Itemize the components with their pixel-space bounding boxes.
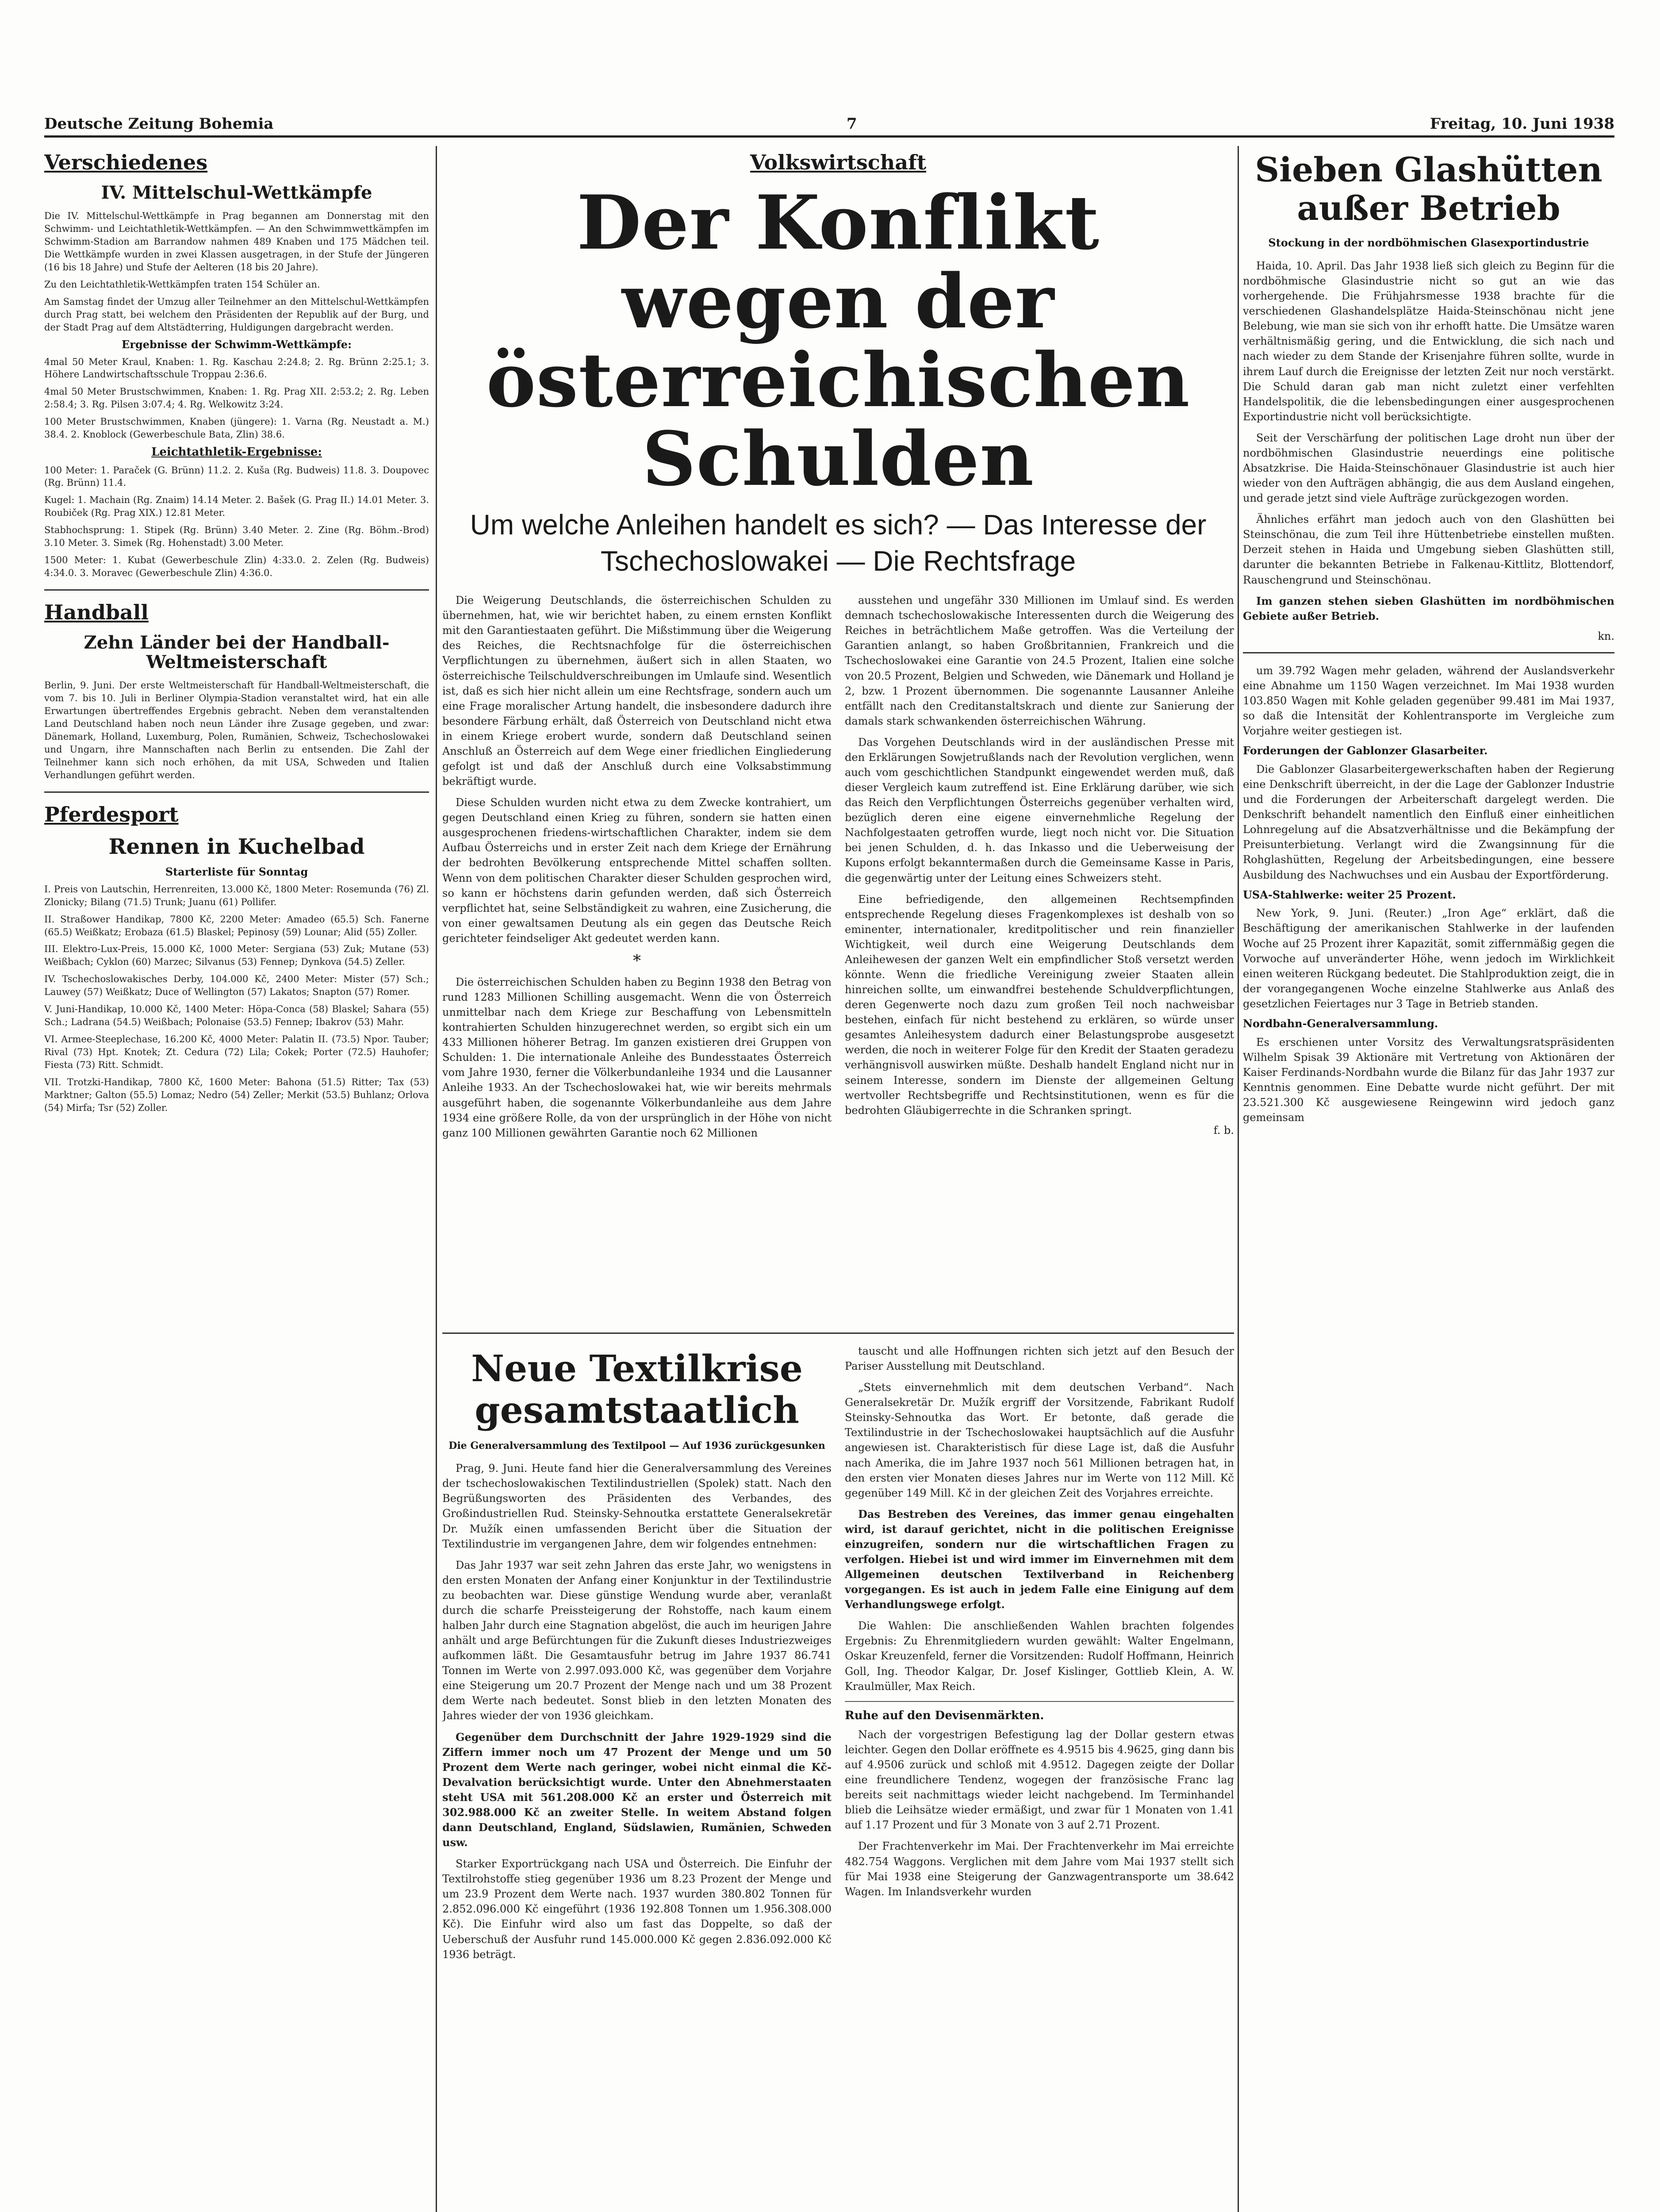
article-paragraph: Das Vorgehen Deutschlands wird in der ausländischen Presse mit den Erklärungen Sowjetrußlands nach der Revolution verglichen, wenn auch vom geschichtlichen Standpunkt eingewendet werden muß, daß dieser Vergleich kaum zutreffend ist. Eine Erklärung darüber, wie sich das Reich den Verpflichtungen Österreichs gegenüber verhalten wird, bezüglich deren eine eigene einvernehmliche Regelung der Nachfolgestaaten getroffen wurde, liegt noch nicht vor. Die Situation bei jenen Schulden, d. h. das Inkasso und die Ueberweisung der Kupons erfolgt bekanntermaßen durch die Gemeinsame Kasse in Paris, die gegenwärtig unter der Leitung eines Schweizers steht. (845, 736, 1234, 884)
article-paragraph: Die Weigerung Deutschlands, die österreichischen Schulden zu übernehmen, hat, wie wir berichtet haben, zu einem ernsten Konflikt mit den Garantiestaaten geführt. Die Mißstimmung über die Weigerung des Reiches, die Rechtsnachfolge für die österreichischen Verpflichtungen zu übernehmen, äußert sich in allen Staaten, wo österreichische Teilschuldverschreibungen im Umlaufe sind. Wesentlich ist, daß es sich hier nicht allein um eine Rechtsfrage, sondern auch um eine Frage moralischer Artung handelt, die insbesondere dadurch ihre besondere Färbung erhält, daß Österreich von Deutschland nicht etwa in einem Kriege erobert wurde, sondern daß Deutschland seinen Anschluß an Österreich auf dem Wege einer friedlichen Eingliederung gefolgt ist und daß der Anschluß durch eine Volksabstimmung bekräftigt wurde. (442, 594, 832, 788)
article-paragraph: Die Wahlen: Die anschließenden Wahlen brachten folgendes Ergebnis: Zu Ehrenmitgliedern wurden gewählt: Walter Engelmann, Oskar Kreuzenfeld, ferner die Vorsitzenden: Rudolf Hoffmann, Heinrich Goll, Ing. Theodor Kalgar, Dr. Josef Kislinger, Gottlieb Klein, A. W. Kraulmüller, Max Reich. (845, 1620, 1234, 1693)
column-rule-right (1238, 146, 1239, 2212)
section-divider (1243, 652, 1614, 653)
result-entry: 4mal 50 Meter Kraul, Knaben: 1. Rg. Kaschau 2:24.8; 2. Rg. Brünn 2:25.1; 3. Höhere Landwirtschaftsschule Troppau 2:36.6. (44, 356, 429, 380)
results-heading: Leichtathletik-Ergebnisse: (151, 445, 322, 459)
article-headline: IV. Mittelschul-Wettkämpfe (101, 182, 372, 203)
race-entry: VI. Armee-Steeplechase, 16.200 Kč, 4000 Meter: Palatin II. (73.5) Npor. Tauber; Rival (73) Hpt. Knotek; Zt. Cedura (72) Lila; Cokek; Porter (72.5) Hauhofer; Fiesta (73) Ritt. Schmidt. (44, 1034, 429, 1071)
article-paragraph: Im ganzen stehen sieben Glashütten im nordböhmischen Gebiete außer Betrieb. (1243, 594, 1614, 622)
race-entry: IV. Tschechoslowakisches Derby, 104.000 Kč, 2400 Meter: Mister (57) Sch.; Lauwey (57) Weißkatz; Duce of Wellington (57) Lakatos; Snapton (57) Romer. (44, 974, 429, 998)
result-entry: Kugel: 1. Machain (Rg. Znaim) 14.14 Meter. 2. Bašek (G. Prag II.) 14.01 Meter. 3. Roubiček (Rg. Prag XIX.) 12.81 Meter. (44, 495, 429, 518)
column-rule-left (436, 146, 437, 2212)
textile-article (442, 1344, 832, 1968)
article-headline: Ruhe auf den Devisenmärkten. (845, 1709, 1044, 1722)
article-paragraph: Prag, 9. Juni. Heute fand hier die Generalversammlung des Vereines der tschechoslowakischen Textilindustriellen (Spolek) statt. Nach den Begrüßungsworten des Präsidenten des Verbandes, des Großindustriellen Rud. Steinsky-Sehnoutka erstattete Generalsekretär Dr. Mužík einen umfassenden Bericht über die Situation der Textilindustrie im vergangenen Jahre, dem wir folgendes entnehmen: (442, 1462, 832, 1550)
article-paragraph: Es erschienen unter Vorsitz des Verwaltungsratspräsidenten Wilhelm Spisak 39 Aktionäre mit Vertretung von Aktionären der Kaiser Ferdinands-Nordbahn wurde die Bilanz für das Jahr 1937 zur Kenntnis genommen. Eine Debatte wurde nicht geführt. Der mit 23.521.300 Kč ausgewiesene Reingewinn wird jedoch ganz gemeinsam (1243, 1036, 1614, 1124)
article-paragraph: Diese Schulden wurden nicht etwa zu dem Zwecke kontrahiert, um gegen Deutschland einen Krieg zu führen, sondern sie hatten einen ausgesprochenen friedens-wirtschaftlichen Charakter, indem sie dem Aufbau Österreichs und in erster Zeit nach dem Kriege der Ernährung der bedrohten Bevölkerung entsprechende Mittel schaffen sollten. Wenn von dem politischen Charakter dieser Schulden gesprochen wird, so kann er höchstens darin gefunden werden, daß sich Österreich verpflichtet hat, seine Selbständigkeit zu wahren, eine Zusicherung, die von einer gewaltsamen Deutung als ein gegen das Deutsche Reich gerichteter feindseliger Akt gedeutet werden kann. (442, 796, 832, 945)
lead-article-body (442, 593, 1234, 1147)
article-paragraph: Eine befriedigende, den allgemeinen Rechtsempfinden entsprechende Regelung dieses Fragenkomplexes ist deshalb von so eminenter, internationaler, kreditpolitischer und rein finanzieller Wichtigkeit, weil durch eine Weigerung Deutschlands dem Anleihewesen der ganzen Welt ein empfindlicher Stoß versetzt werden könnte. Wenn die friedliche Vereinigung zweier Staaten allein hinreichen sollte, um einwandfrei bestehende Schuldverpflichtungen, deren Gegenwerte noch dazu zum großen Teil noch nachweisbar bestehen, einfach für nicht bestehend zu erklären, so würde unser gesamtes Anleihesystem dadurch einer Belastungsprobe ausgesetzt werden, die noch in weiterer Folge für den Kredit der Staaten geradezu verhängnisvoll auswirken müßte. Deshalb handelt England nicht nur in seinem Interesse, sondern im Dienste der allgemeinen Geltung wertvoller Rechtsbegriffe und Rechtsinstitutionen, wenn es für die bedrohten Gläubigerrechte in die Schranken springt. (845, 893, 1234, 1117)
page-number: 7 (846, 115, 857, 133)
article-kicker: Die Generalversammlung des Textilpool — Auf 1936 zurückgesunken (449, 1440, 825, 1452)
section-heading: Handball (44, 600, 149, 625)
article-paragraph: Das Jahr 1937 war seit zehn Jahren das erste Jahr, wo wenigstens in den ersten Monaten der Anfang einer Konjunktur in der Textilindustrie zu beobachten war. Diese günstige Wendung wurde aber, veranlaßt durch die scharfe Preissteigerung der Rohstoffe, nach kaum einem halben Jahr durch eine Stagnation abgelöst, die auch im heurigen Jahre anhält und arge Befürchtungen für die Zukunft dieses Industriezweiges aufkommen läßt. Die Gesamtausfuhr betrug im Jahre 1937 86.741 Tonnen im Werte von 2.997.093.000 Kč, was gegenüber dem Vorjahre eine Steigerung um 20.7 Prozent der Menge nach und um 38 Prozent dem Werte nach bedeutet. Sonst blieb in den letzten Monaten des Jahres wieder der von 1936 gleichkam. (442, 1559, 832, 1722)
section-divider (44, 791, 429, 793)
paragraph-separator: * (633, 952, 641, 970)
article-paragraph: tauscht und alle Hoffnungen richten sich jetzt auf den Besuch der Pariser Ausstellung mit Deutschland. (845, 1345, 1234, 1373)
article-headline: Rennen in Kuchelbad (108, 834, 365, 860)
article-headline: USA-Stahlwerke: weiter 25 Prozent. (1243, 888, 1456, 901)
result-entry: 1500 Meter: 1. Kubat (Gewerbeschule Zlin) 4:33.0. 2. Zelen (Rg. Budweis) 4:34.0. 3. Moravec (Gewerbeschule Zlin) 4:36.0. (44, 555, 429, 579)
article-paragraph: Berlin, 9. Juni. Der erste Weltmeisterschaft für Handball-Weltmeisterschaft, die vom 7. bis 10. Juli in Berliner Olympia-Stadion veranstaltet wird, hat ein alle Erwartungen übertreffendes Ergebnis gebracht. Neben dem veranstaltenden Land Deutschland haben noch neun Länder ihre Zusage gegeben, und zwar: Dänemark, Holland, Luxemburg, Polen, Rumänien, Schweiz, Tschechoslowakei und Ungarn, ihre Mannschaften nach Berlin zu entsenden. Die Zahl der Teilnehmer kann sich noch erhöhen, da mit USA, Schweden und Italien Verhandlungen geführt werden. (44, 680, 429, 781)
article-paragraph: Haida, 10. April. Das Jahr 1938 ließ sich gleich zu Beginn für die nordböhmische Glasindustrie nicht so gut an wie das vorhergehende. Die Frühjahrsmesse 1938 brachte für die verschiedenen Glashandelsplätze Haida-Steinschönau nicht jene Belebung, wie man sie sich von ihr erhofft hatte. Die Umsätze waren verhältnismäßig gering, und die Entwicklung, die sich nach und nach wieder zu dem Stande der Krisenjahre führen sollte, wurde in ihrem Lauf durch die Ereignisse der letzten Zeit nur noch verstärkt. Die Schuld daran gab man nicht zuletzt einer verfehlten Handelspolitik, die die lebensbedingungen einer ausgesprochenen Exportindustrie nicht voll berücksichtigte. (1243, 259, 1614, 423)
section-divider (845, 1701, 1234, 1702)
article-headline: Sieben Glashütten außer Betrieb (1255, 150, 1602, 228)
middle-column (442, 146, 1234, 2212)
section-divider (44, 589, 429, 591)
article-kicker: Stockung in der nordböhmischen Glasexportindustrie (1268, 236, 1589, 249)
article-paragraph: Am Samstag findet der Umzug aller Teilnehmer an den Mittelschul-Wettkämpfen durch Prag statt, bei welchem den Präsidenten der Republik auf der Burg, und der Stadt Prag auf dem Altstädterring, Huldigungen dargebracht werden. (44, 296, 429, 333)
right-column (1243, 146, 1614, 2212)
section-heading: Verschiedenes (44, 150, 208, 174)
article-paragraph: Der Frachtenverkehr im Mai. Der Frachtenverkehr im Mai erreichte 482.754 Waggons. Verglichen mit dem Jahre vom Mai 1937 stellt sich für Mai 1938 eine Steigerung der Ganzwagentransporte um 38.642 Wagen. Im Inlandsverkehr wurden (845, 1840, 1234, 1898)
article-headline: Neue Textilkrise gesamtstaatlich (471, 1348, 803, 1432)
section-heading: Pferdesport (44, 803, 179, 827)
article-paragraph: Seit der Verschärfung der politischen Lage droht nun über der nordböhmischen Glasindustrie neuerdings eine politische Absatzkrise. Die Haida-Steinschönauer Glasindustrie ist auch hier wieder von den Aufträgen abhängig, die aus dem Ausland eingehen, und gerade jetzt sind viele Aufträge zurückgezogen worden. (1243, 431, 1614, 505)
result-entry: 4mal 50 Meter Brustschwimmen, Knaben: 1. Rg. Prag XII. 2:53.2; 2. Rg. Leben 2:58.4; 3. Rg. Pilsen 3:07.4; 4. Rg. Welkowitz 3:24. (44, 386, 429, 410)
result-entry: Stabhochsprung: 1. Stipek (Rg. Brünn) 3.40 Meter. 2. Zine (Rg. Böhm.-Brod) 3.10 Meter. 3. Simek (Rg. Hohenstadt) 3.00 Meter. (44, 525, 429, 549)
race-entry: I. Preis von Lautschin, Herrenreiten, 13.000 Kč, 1800 Meter: Rosemunda (76) Zl. Zlonicky; Bilang (71.5) Trunk; Juanu (61) Pollifer. (44, 883, 429, 907)
section-heading: Volkswirtschaft (750, 150, 927, 174)
article-headline: Zehn Länder bei der Handball-Weltmeisterschaft (84, 632, 390, 673)
result-entry: 100 Meter Brustschwimmen, Knaben (jüngere): 1. Varna (Rg. Neustadt a. M.) 38.4. 2. Knoblock (Gewerbeschule Bata, Zlin) 38.6. (44, 416, 429, 440)
article-headline: Nordbahn-Generalversammlung. (1243, 1017, 1438, 1030)
race-entry: V. Juni-Handikap, 10.000 Kč, 1400 Meter: Höpa-Conca (58) Blaskel; Sahara (55) Sch.; Ladrana (54.5) Weißbach; Polonaise (53.5) Fennep; Ibakrov (53) Mahr. (44, 1004, 429, 1028)
article-paragraph: Das Bestreben des Vereines, das immer genau eingehalten wird, ist darauf gerichtet, nicht in die politischen Ereignisse einzugreifen, sondern nur die wirtschaftlichen Fragen zu verfolgen. Hiebei ist und wird immer im Einvernehmen mit dem Allgemeinen deutschen Textilverband in Reichenberg vorgegangen. Es ist auch in jedem Falle eine Einigung auf dem Verhandlungswege erfolgt. (845, 1507, 1234, 1611)
article-paragraph: „Stets einvernehmlich mit dem deutschen Verband“. Nach Generalsekretär Dr. Mužík ergriff der Vorsitzende, Fabrikant Rudolf Steinsky-Sehnoutka das Wort. Er betonte, daß gerade die Textilindustrie in der Tschechoslowakei hauptsächlich auf die Ausfuhr angewiesen ist. Charakteristisch für diese Lage ist, daß die Ausfuhr nach Amerika, die im Jahre 1937 noch 561 Millionen betragen hat, in den ersten vier Monaten dieses Jahres nur im Werte von 112 Mill. Kč gegenüber 149 Mill. Kč in der gleichen Zeit des Vorjahres erreichte. (845, 1381, 1234, 1499)
masthead (44, 106, 1614, 138)
article-paragraph: Ähnliches erfährt man jedoch auch von den Glashütten bei Steinschönau, die zum Teil ihre Hüttenbetriebe einstellen mußten. Derzeit stehen in Haida und Umgebung sieben Glashütten still, darunter die bekannten Betriebe in Falkenau-Kittlitz, Blottendorf, Rauschengrund und Steinschönau. (1243, 513, 1614, 586)
lead-article-col-1 (442, 593, 832, 1147)
headline-deck: Um welche Anleihen handelt es sich? — Das Interesse der Tschechoslowakei — Die Rechtsfrage (470, 509, 1207, 577)
section-divider (442, 1333, 1234, 1334)
article-signature: kn. (1598, 630, 1614, 642)
left-column (44, 146, 429, 2212)
race-entry: VII. Trotzki-Handikap, 7800 Kč, 1600 Meter: Bahona (51.5) Ritter; Tax (53) Marktner; Galton (55.5) Lomaz; Nedro (54) Zeller; Merkit (53.5) Buhlanz; Orlova (54) Mirfa; Tsr (52) Zoller. (44, 1077, 429, 1114)
results-heading: Ergebnisse der Schwimm-Wettkämpfe: (122, 338, 352, 351)
article-paragraph: um 39.792 Wagen mehr geladen, während der Auslandsverkehr eine Abnahme um 1150 Wagen verzeichnet. Im Mai 1938 wurden 103.850 Wagen mit Kohle geladen gegenüber 99.481 im Mai 1937, so daß die Intensität der Kohlentransporte im Vergleiche zum Vorjahre weiter gestiegen ist. (1243, 664, 1614, 737)
article-paragraph: Zu den Leichtathletik-Wettkämpfen traten 154 Schüler an. (44, 279, 320, 290)
result-entry: 100 Meter: 1. Paraček (G. Brünn) 11.2. 2. Kuša (Rg. Budweis) 11.8. 3. Doupovec (Rg. Brünn) 11.4. (44, 465, 429, 488)
textile-article-continued (845, 1344, 1234, 1968)
race-entry: III. Elektro-Lux-Preis, 15.000 Kč, 1000 Meter: Sergiana (53) Zuk; Mutane (53) Weißbach; Cyklon (60) Marzec; Silvanus (53) Fennep; Dynkova (54.5) Zeller. (44, 944, 429, 968)
article-signature: f. b. (1213, 1124, 1234, 1137)
article-paragraph: Starker Exportrückgang nach USA und Österreich. Die Einfuhr der Textilrohstoffe stieg gegenüber 1936 um 8.23 Prozent der Menge und um 23.9 Prozent dem Werte nach. 1937 wurden 380.802 Tonnen für 2.852.096.000 Kč eingeführt (1936 192.808 Tonnen um 1.956.308.000 Kč). Die Einfuhr wird also um fast das Doppelte, so daß der Ueberschuß der Ausfuhr rund 145.000.000 Kč gegen 2.836.092.000 Kč 1936 beträgt. (442, 1858, 832, 1961)
article-paragraph: Die Gablonzer Glasarbeitergewerkschaften haben der Regierung eine Denkschrift überreicht, in der die Lage der Gablonzer Industrie und die Forderungen der Arbeiterschaft dargelegt werden. Die Denkschrift behandelt namentlich den Einfluß einer einheitlichen Lohnregelung auf die Absatzverhältnisse und die Bekämpfung der Preisunterbietung. Verlangt wird die Zwangsinnung für die Rohglashütten, Regelung der Arbeitsbedingungen, eine bessere Ausbildung des Nachwuchses und ein Ausbau der Exportförderung. (1243, 763, 1614, 881)
article-headline: Forderungen der Gablonzer Glasarbeiter. (1243, 744, 1488, 757)
article-paragraph: Die österreichischen Schulden haben zu Beginn 1938 den Betrag von rund 1283 Millionen Schilling ausgemacht. Wenn die von Österreich unmittelbar nach dem Kriege zur Beschaffung von Lebensmitteln kontrahierten Schulden hinzugerechnet werden, so ergibt sich ein um 433 Millionen höherer Betrag. Im ganzen existieren drei Gruppen von Schulden: 1. Die internationale Anleihe des Bundesstaates Österreich vom Jahre 1930, ferner die Völkerbundanleihe 1934 und die Lausanner Anleihe 1933. An der Tschechoslowakei hat, wie wir bereits mehrmals ausgeführt haben, die sogenannte Völkerbundanleihe aus dem Jahre 1934 eine größere Rolle, da von der ursprünglich in der Höhe von nicht ganz 100 Millionen gewährten Garantie noch 62 Millionen (442, 975, 832, 1139)
issue-date: Freitag, 10. Juni 1938 (1430, 115, 1614, 133)
article-subheadline: Starterliste für Sonntag (165, 865, 308, 878)
article-paragraph: Gegenüber dem Durchschnitt der Jahre 1929-1929 sind die Ziffern immer noch um 47 Prozent der Menge und um 50 Prozent dem Werte nach geringer, wobei nicht einmal die Kč-Devalvation berücksichtigt wurde. Unter den Abnehmerstaaten steht USA mit 561.208.000 Kč an erster und Österreich mit 302.988.000 Kč an zweiter Stelle. In weitem Abstand folgen dann Deutschland, England, Südslawien, Rumänien, Schweden usw. (442, 1730, 832, 1849)
main-headline: Der Konflikt wegen der österreichischen Schulden (486, 179, 1190, 503)
article-paragraph: Nach der vorgestrigen Befestigung lag der Dollar gestern etwas leichter. Gegen den Dollar eröffnete es 4.9515 bis 4.9625, ging dann bis auf 4.9506 zurück und schloß mit 4.9512. Dagegen zeigte der Dollar eine freundlichere Tendenz, wogegen der französische Franc lag bereits seit nachmittags wieder leicht nachgebend. Im Terminhandel blieb die Leihsätze wieder ermäßigt, und zwar für 1 Monaten von 1.41 auf 1.17 Prozent und für 3 Monate von 3 auf 2.71 Prozent. (845, 1728, 1234, 1832)
lower-articles (442, 1344, 1234, 1968)
lead-article-col-2 (845, 593, 1234, 1147)
article-paragraph: Die IV. Mittelschul-Wettkämpfe in Prag begannen am Donnerstag mit den Schwimm- und Leichtathletik-Wettkämpfen. — An den Schwimmwettkämpfen im Schwimm-Stadion am Barrandow nahmen 489 Knaben und 175 Mädchen teil. Die Wettkämpfe wurden in zwei Klassen ausgetragen, in der Stufe der Jüngeren (16 bis 18 Jahre) und Stufe der Aelteren (18 bis 20 Jahre). (44, 211, 429, 273)
article-paragraph: New York, 9. Juni. (Reuter.) „Iron Age“ erklärt, daß die Beschäftigung der amerikanischen Stahlwerke in der laufenden Woche auf 25 Prozent ihrer Kapazität, somit ziffernmäßig gegen die Vorwoche auf unveränderter Höhe, wenn jedoch im Wirklichkeit einen weiteren Rückgang bedeutet. Die Stahlproduktion zeigt, die in der vorangegangenen Woche einzelne Stahlwerke aus Anlaß des gesetzlichen Feiertages nur 3 Tage in Betrieb standen. (1243, 907, 1614, 1010)
race-entry: II. Straßower Handikap, 7800 Kč, 2200 Meter: Amadeo (65.5) Sch. Fanerne (65.5) Weißkatz; Erobaza (61.5) Blaskel; Pepinosy (59) Lounar; Alid (55) Zoller. (44, 914, 429, 937)
middle-lower-section (442, 1323, 1234, 1968)
paper-name: Deutsche Zeitung Bohemia (44, 115, 274, 133)
article-paragraph: ausstehen und ungefähr 330 Millionen im Umlauf sind. Es werden demnach tschechoslowakische Interessenten durch die Weigerung des Reiches in beträchtlichem Maße getroffen. Was die Verteilung der Garantien anlangt, so haben Großbritannien, Frankreich und die Tschechoslowakei eine Garantie von 24.5 Prozent, Italien eine solche von 20.5 Prozent, Belgien und Schweden, wie Dänemark und Holland je 2, bzw. 1 Prozent übernommen. Die sogenannte Lausanner Anleihe entfällt nach den Creditanstaltskrach und diente zur Sanierung der damals stark schwankenden österreichischen Währung. (845, 594, 1234, 727)
